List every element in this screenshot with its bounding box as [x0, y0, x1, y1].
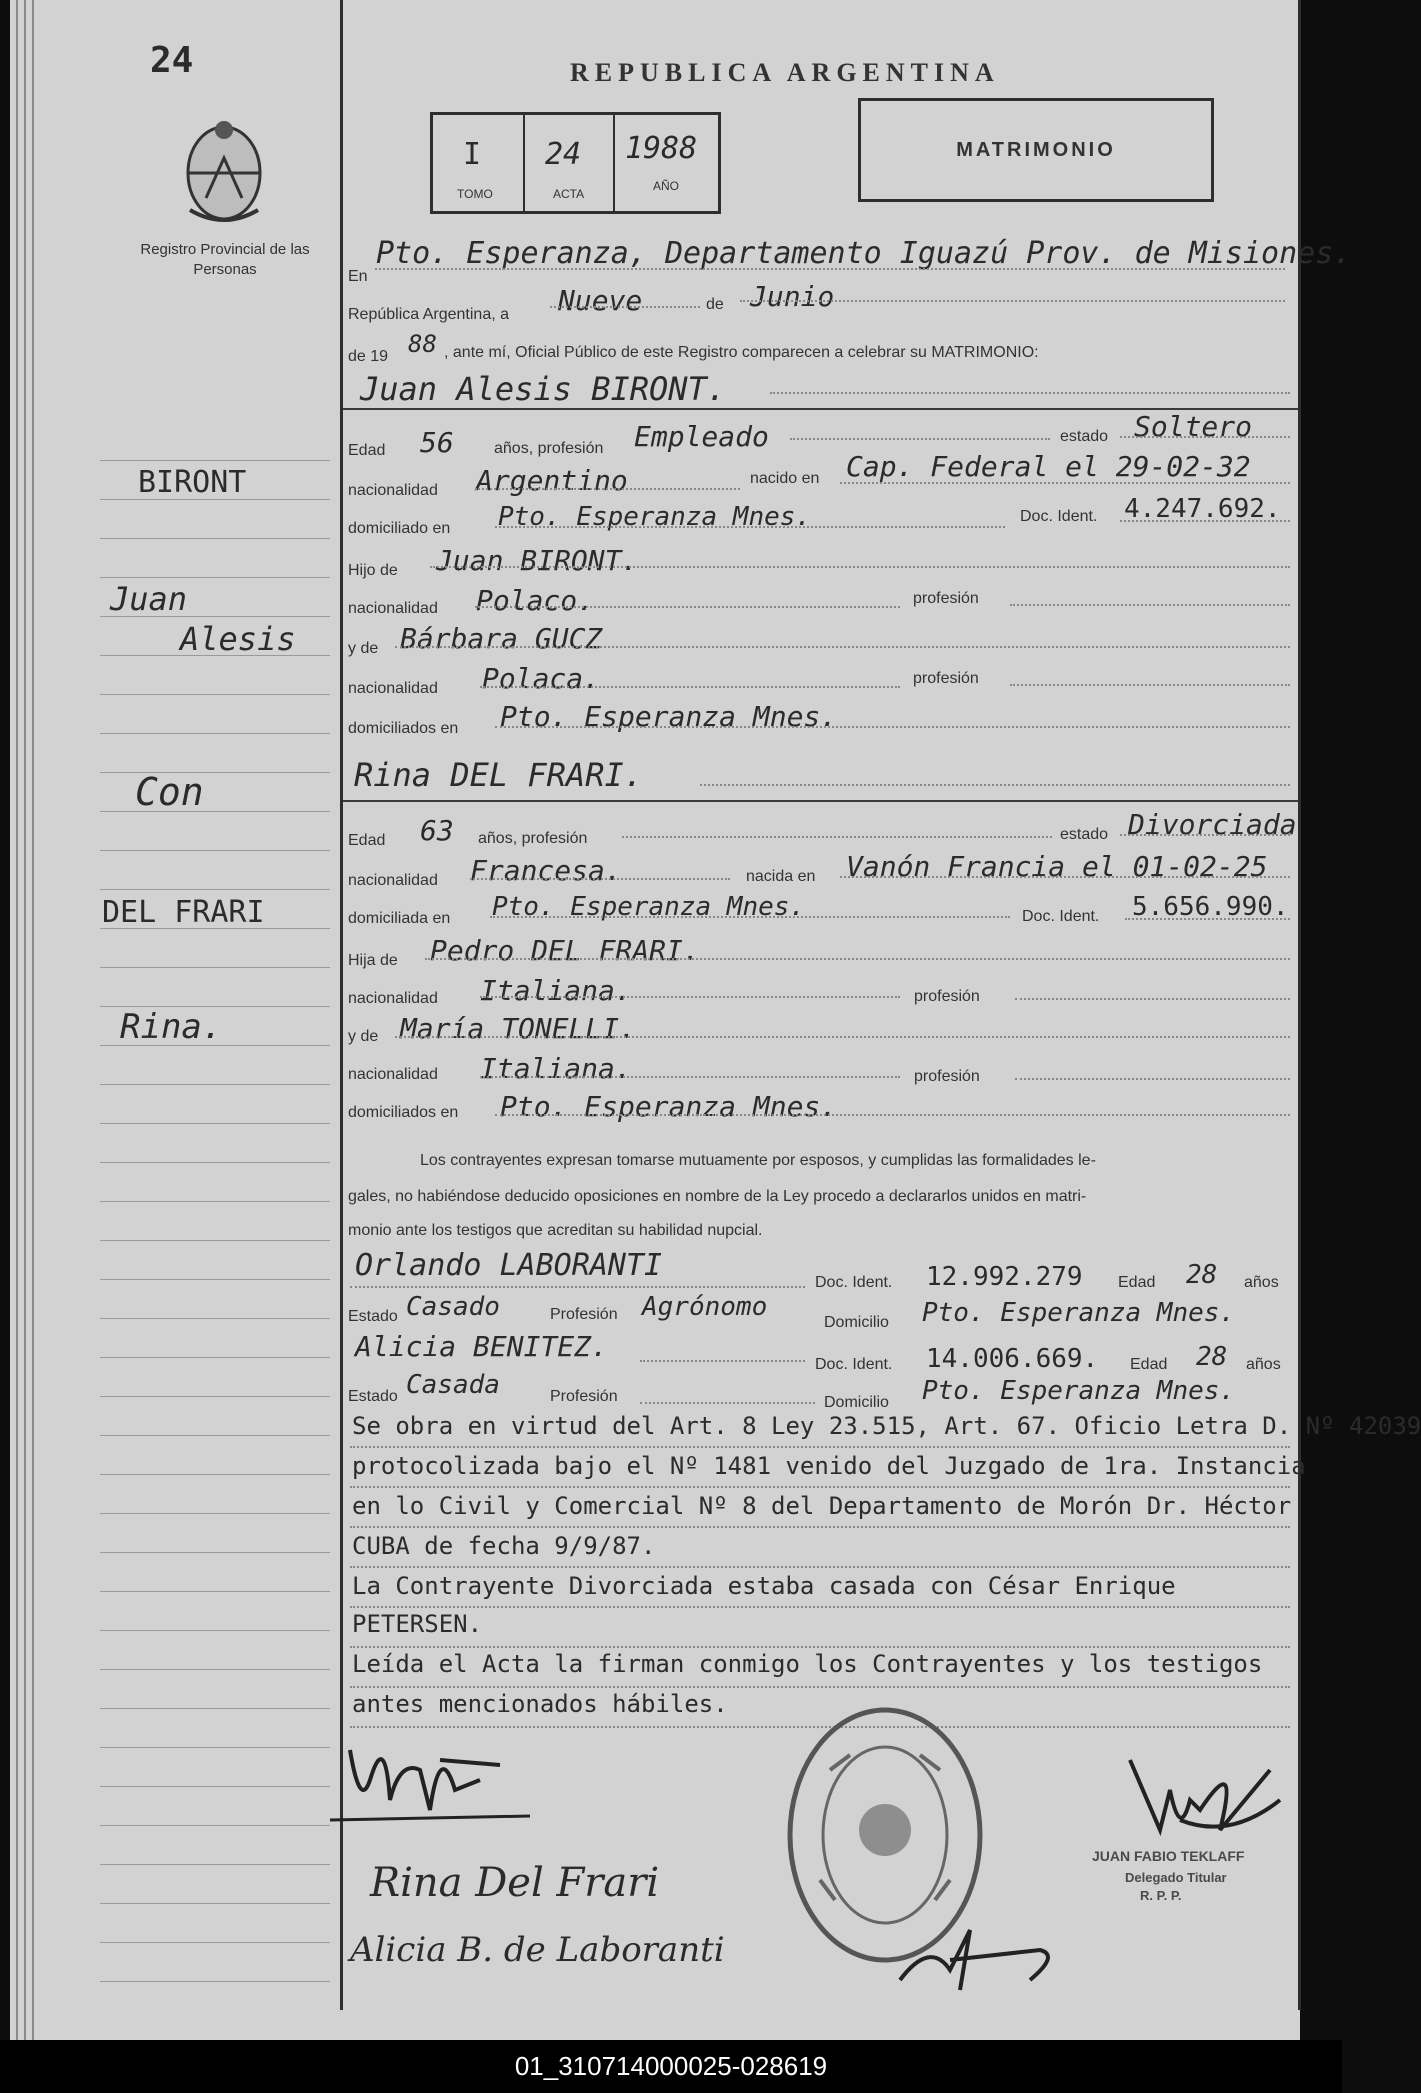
signature-witness: Alicia B. de Laboranti — [350, 1930, 725, 1970]
margin-con: Con — [135, 770, 204, 814]
footer-code: 01_310714000025-028619 — [0, 2040, 1342, 2093]
seal-text — [650, 2000, 694, 2001]
margin-rule — [100, 1240, 330, 1241]
margin-divider — [340, 0, 343, 2010]
witness1-estado-label: Estado — [348, 1308, 398, 1325]
margin-rule — [100, 850, 330, 851]
bride-nacionalidad-label: nacionalidad — [348, 872, 438, 889]
margin-rule — [100, 1942, 330, 1943]
officer-office: R. P. P. — [1140, 1888, 1182, 1903]
groom-domicilio-label: domiciliado en — [348, 520, 451, 537]
margin-rule — [100, 1396, 330, 1397]
groom-nacido-label: nacido en — [750, 470, 820, 487]
margin-rule — [100, 1903, 330, 1904]
bride-mother: María TONELLI. — [400, 1012, 637, 1045]
official-seal-icon — [780, 1700, 990, 1970]
note-line: antes mencionados hábiles. — [352, 1690, 728, 1718]
page-edge — [32, 0, 34, 2040]
margin-rule — [100, 1708, 330, 1709]
note-line: protocolizada bajo el Nº 1481 venido del Juzgado de 1ra. Instancia — [352, 1452, 1306, 1480]
bride-estado-label: estado — [1060, 826, 1109, 843]
bride-nacida: Vanón Francia el 01-02-25 — [846, 850, 1268, 883]
year-value: 88 — [408, 330, 437, 358]
bride-domicilio: Pto. Esperanza Mnes. — [492, 892, 806, 922]
note-line: Se obra en virtud del Art. 8 Ley 23.515, Art. 67. Oficio Letra D. Nº 42039 — [352, 1412, 1421, 1440]
margin-rule — [100, 1747, 330, 1748]
bride-name: Rina DEL FRARI. — [354, 756, 643, 794]
section-rule — [343, 800, 1298, 802]
witness2-anos-label: años — [1246, 1356, 1281, 1373]
groom-profesion: Empleado — [634, 420, 769, 453]
witness2-domicilio-label: Domicilio — [824, 1394, 889, 1411]
witness1-doc: 12.992.279 — [926, 1262, 1083, 1292]
witness1-doc-label: Doc. Ident. — [815, 1274, 893, 1291]
intro-statement: , ante mí, Oficial Público de este Registro comparecen a celebrar su MATRIMONIO: — [444, 344, 1039, 361]
groom-father-nac: Polaco. — [476, 584, 595, 617]
page-edge — [16, 0, 18, 2040]
de-label: de — [706, 296, 724, 313]
bride-father-nac: Italiana. — [480, 974, 632, 1007]
bride-edad: 63 — [420, 814, 454, 847]
witness1-edad-label: Edad — [1118, 1274, 1156, 1291]
witness1-domicilio: Pto. Esperanza Mnes. — [922, 1298, 1236, 1328]
note-rule — [350, 1566, 1290, 1568]
witness2-profesion-label: Profesión — [550, 1388, 618, 1405]
tomo-cell — [433, 115, 525, 211]
note-line: PETERSEN. — [352, 1610, 483, 1638]
margin-rule — [100, 1630, 330, 1631]
acta-value: 24 — [545, 137, 582, 172]
groom-mother-prof-label: profesión — [913, 670, 979, 687]
document-page — [10, 0, 1421, 2040]
groom-estado-label: estado — [1060, 428, 1109, 445]
ano-value: 1988 — [625, 131, 698, 166]
country-title: REPUBLICA ARGENTINA — [570, 58, 1000, 87]
bride-parents-dom-label: domiciliados en — [348, 1104, 459, 1121]
page-number: 24 — [150, 40, 194, 81]
groom-estado: Soltero — [1134, 410, 1253, 443]
bride-profesion-label: años, profesión — [478, 830, 588, 847]
page-edge — [24, 0, 26, 2040]
bride-mother-label: y de — [348, 1028, 379, 1045]
groom-parents-dom: Pto. Esperanza Mnes. — [500, 700, 838, 733]
margin-rule — [100, 1435, 330, 1436]
margin-rule — [100, 1123, 330, 1124]
margin-rule — [100, 889, 330, 890]
margin-rule — [100, 1084, 330, 1085]
acta-cell — [523, 115, 615, 211]
margin-rule — [100, 1474, 330, 1475]
witness2-domicilio: Pto. Esperanza Mnes. — [922, 1376, 1236, 1406]
groom-father: Juan BIRONT. — [436, 544, 639, 577]
groom-nacionalidad: Argentino — [476, 464, 628, 497]
note-line: La Contrayente Divorciada estaba casada con César Enrique — [352, 1572, 1176, 1600]
note-rule — [350, 1486, 1290, 1488]
witness2-edad-label: Edad — [1130, 1356, 1168, 1373]
margin-rule — [100, 1981, 330, 1982]
bride-mother-prof-label: profesión — [914, 1068, 980, 1085]
declaration-line: gales, no habiéndose deducido oposiciones en nombre de la Ley procedo a declararlos unidos en matri- — [348, 1188, 1087, 1205]
margin-rule — [100, 733, 330, 734]
bride-domicilio-label: domiciliada en — [348, 910, 451, 927]
groom-mother-label: y de — [348, 640, 379, 657]
groom-doc: 4.247.692. — [1124, 494, 1281, 524]
officer-name: JUAN FABIO TEKLAFF — [1092, 1848, 1245, 1864]
groom-doc-label: Doc. Ident. — [1020, 508, 1098, 525]
witness1-anos-label: años — [1244, 1274, 1279, 1291]
witness2-estado-label: Estado — [348, 1388, 398, 1405]
groom-mother-nac-label: nacionalidad — [348, 680, 438, 697]
groom-mother: Bárbara GUCZ — [400, 622, 603, 655]
margin-rule — [100, 538, 330, 539]
de19-label: de 19 — [348, 348, 389, 365]
note-line: CUBA de fecha 9/9/87. — [352, 1532, 656, 1560]
en-label: En — [348, 268, 368, 285]
margin-rule — [100, 1201, 330, 1202]
record-box — [430, 112, 721, 214]
margin-rule — [100, 1825, 330, 1826]
margin-rule — [100, 460, 330, 461]
witness2-doc-label: Doc. Ident. — [815, 1356, 893, 1373]
place-value: Pto. Esperanza, Departamento Iguazú Prov. de Misiones. — [376, 236, 1352, 271]
bride-edad-label: Edad — [348, 832, 386, 849]
margin-middlename-groom: Alesis — [180, 620, 296, 658]
margin-rule — [100, 967, 330, 968]
day-value: Nueve — [558, 284, 643, 317]
groom-nacionalidad-label: nacionalidad — [348, 482, 438, 499]
bride-parents-dom: Pto. Esperanza Mnes. — [500, 1090, 838, 1123]
groom-edad-label: Edad — [348, 442, 386, 459]
bride-mother-nac: Italiana. — [480, 1052, 632, 1085]
ano-cell — [613, 115, 717, 211]
witness2-name: Alicia BENITEZ. — [355, 1330, 608, 1363]
bride-nacida-label: nacida en — [746, 868, 816, 885]
witness1-domicilio-label: Domicilio — [824, 1314, 889, 1331]
witness1-name: Orlando LABORANTI — [355, 1248, 663, 1283]
coat-of-arms-icon — [178, 118, 270, 228]
witness2-edad: 28 — [1196, 1342, 1228, 1372]
officer-title: Delegado Titular — [1125, 1870, 1227, 1885]
margin-rule — [100, 1357, 330, 1358]
bride-hija-label: Hija de — [348, 952, 398, 969]
bride-estado: Divorciada — [1128, 808, 1297, 841]
groom-hijo-label: Hijo de — [348, 562, 398, 579]
signature-bride: Rina Del Frari — [370, 1860, 660, 1906]
bride-father-nac-label: nacionalidad — [348, 990, 438, 1007]
margin-rule — [100, 1513, 330, 1514]
margin-rule — [100, 577, 330, 578]
margin-rule — [100, 1786, 330, 1787]
bride-nacionalidad: Francesa. — [470, 854, 622, 887]
republica-label: República Argentina, a — [348, 306, 509, 323]
groom-edad: 56 — [420, 426, 454, 459]
note-line: Leída el Acta la firman conmigo los Contrayentes y los testigos — [352, 1650, 1263, 1678]
note-rule — [350, 1446, 1290, 1448]
declaration-line: monio ante los testigos que acreditan su habilidad nupcial. — [348, 1222, 763, 1239]
margin-rule — [100, 1864, 330, 1865]
bride-mother-nac-label: nacionalidad — [348, 1066, 438, 1083]
note-rule — [350, 1606, 1290, 1608]
witness1-profesion-label: Profesión — [550, 1306, 618, 1323]
witness1-edad: 28 — [1186, 1260, 1218, 1290]
groom-father-prof-label: profesión — [913, 590, 979, 607]
margin-rule — [100, 694, 330, 695]
margin-firstname-bride: Rina. — [120, 1007, 223, 1047]
margin-firstname-groom: Juan — [110, 580, 188, 618]
note-rule — [350, 1686, 1290, 1688]
groom-father-nac-label: nacionalidad — [348, 600, 438, 617]
bride-doc-label: Doc. Ident. — [1022, 908, 1100, 925]
note-rule — [350, 1526, 1290, 1528]
right-border — [1298, 0, 1301, 2010]
tomo-label: TOMO — [457, 187, 493, 201]
bride-doc: 5.656.990. — [1132, 892, 1289, 922]
groom-mother-nac: Polaca. — [482, 662, 601, 695]
margin-rule — [100, 1162, 330, 1163]
bride-father: Pedro DEL FRARI. — [430, 934, 700, 967]
month-value: Junio — [750, 280, 835, 313]
witness2-estado: Casada — [406, 1370, 500, 1400]
margin-rule — [100, 1279, 330, 1280]
groom-name: Juan Alesis BIRONT. — [360, 370, 727, 408]
groom-nacido: Cap. Federal el 29-02-32 — [846, 450, 1251, 483]
margin-surname-groom: BIRONT — [138, 465, 247, 500]
margin-surname-bride: DEL FRARI — [102, 895, 265, 930]
groom-profesion-label: años, profesión — [494, 440, 604, 457]
registry-label: Registro Provincial de las Personas — [140, 241, 310, 278]
margin-rule — [100, 1669, 330, 1670]
margin-rule — [100, 1318, 330, 1319]
acta-label: ACTA — [553, 187, 585, 201]
ano-label: AÑO — [653, 179, 680, 193]
signature-groom-icon — [330, 1720, 550, 1830]
witness1-profesion: Agrónomo — [642, 1292, 768, 1322]
note-rule — [350, 1646, 1290, 1648]
groom-domicilio: Pto. Esperanza Mnes. — [498, 502, 812, 532]
tomo-value: I — [463, 137, 482, 172]
document-type-box — [858, 98, 1214, 202]
bride-father-prof-label: profesión — [914, 988, 980, 1005]
witness2-doc: 14.006.669. — [926, 1344, 1099, 1374]
document-type: MATRIMONIO — [956, 138, 1116, 161]
witness1-estado: Casado — [406, 1292, 500, 1322]
note-line: en lo Civil y Comercial Nº 8 del Departamento de Morón Dr. Héctor — [352, 1492, 1292, 1520]
groom-parents-dom-label: domiciliados en — [348, 720, 459, 737]
margin-rule — [100, 1552, 330, 1553]
margin-rule — [100, 1591, 330, 1592]
declaration-line: Los contrayentes expresan tomarse mutuamente por esposos, y cumplidas las formalidades le- — [420, 1152, 1096, 1169]
